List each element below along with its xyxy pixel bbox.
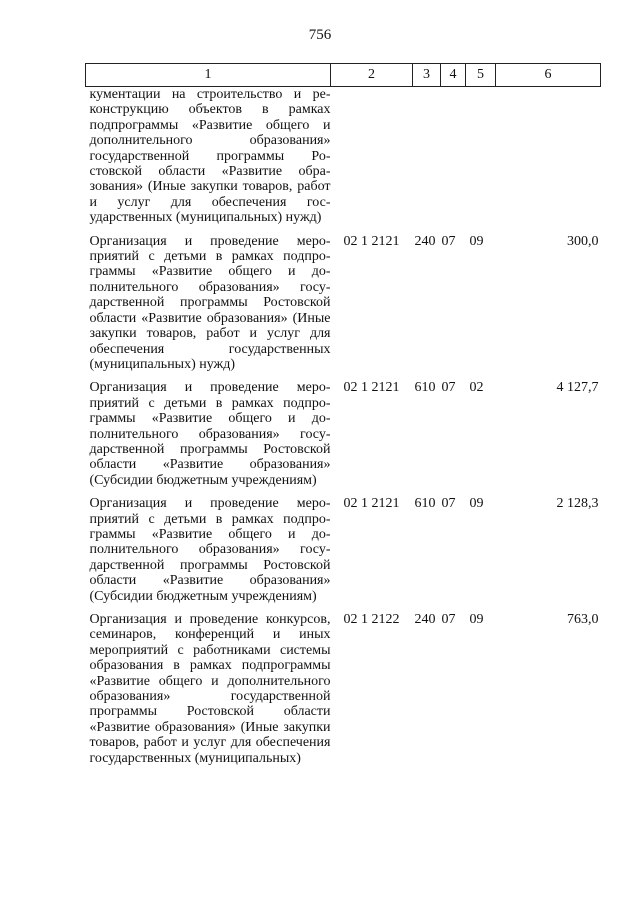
row-expense-type: 240 xyxy=(414,612,436,627)
row-subsection: 09 xyxy=(469,233,484,249)
table-header-row xyxy=(86,64,601,87)
row-section: 07 xyxy=(441,233,456,249)
row-amount: 300,0 xyxy=(567,233,599,249)
row-section: 07 xyxy=(441,380,456,396)
table-row xyxy=(86,612,601,774)
row-subsection: 09 xyxy=(469,612,484,627)
row-target-code: 02 1 2121 xyxy=(343,380,400,396)
table-row xyxy=(86,496,601,612)
table-row xyxy=(86,234,601,381)
row-expense-type: 610 xyxy=(414,496,436,512)
column-header-6: 6 xyxy=(496,64,601,87)
row-subsection: 02 xyxy=(469,380,484,396)
column-header-1: 1 xyxy=(86,64,331,87)
row-amount: 763,0 xyxy=(567,612,599,627)
table-row xyxy=(86,380,601,496)
row-description: Организация и проведение конкурсов, семинаров, конференций и иных мероприятий с работниками системы образования в рамках подпрограммы «Развитие общего и дополнительного образования» государственной программы Ростовской области «Развитие образования» (Иные закупки товаров, работ и услуг для обеспечения государственных (муниципальных) xyxy=(89,612,331,766)
row-target-code: 02 1 2121 xyxy=(343,496,400,512)
column-header-5: 5 xyxy=(466,64,496,87)
budget-table xyxy=(85,63,601,774)
row-description: Организация и проведение мероприятий с детьми в рамках подпрограммы «Развитие общего и дополнительного образования» государственной программы Ростовской области «Развитие образования» (Субсидии бюджетным учреждениям) xyxy=(89,496,331,604)
row-subsection: 09 xyxy=(469,496,484,512)
table-row xyxy=(86,87,601,234)
column-header-2: 2 xyxy=(331,64,413,87)
row-section xyxy=(441,87,466,234)
row-description: Организация и проведение мероприятий с детьми в рамках подпрограммы «Развитие общего и дополнительного образования» государственной программы Ростовской области «Развитие образования» (Субсидии бюджетным учреждениям) xyxy=(89,380,331,488)
row-expense-type: 240 xyxy=(414,233,436,249)
row-description: Организация и проведение мероприятий с детьми в рамках подпрограммы «Развитие общего и дополнительного образования» государственной программы Ростовской области «Развитие образования» (Иные закупки товаров, работ и услуг для обеспечения государственных (муниципальных) нужд) xyxy=(89,233,331,372)
column-header-3: 3 xyxy=(413,64,441,87)
page-number: 756 xyxy=(308,27,332,43)
row-subsection xyxy=(466,87,496,234)
row-target-code xyxy=(331,87,413,234)
row-target-code: 02 1 2122 xyxy=(343,612,400,627)
row-amount: 4 127,7 xyxy=(556,380,599,396)
row-expense-type: 610 xyxy=(414,380,436,396)
row-description: кументации на строительство и реконструкцию объектов в рамках подпрограммы «Развитие общего и дополнительного образования» государственной программы Ростовской области «Развитие образования» (Иные закупки товаров, работ и услуг для обеспечения государственных (муниципальных) нужд) xyxy=(89,87,331,226)
row-section: 07 xyxy=(441,496,456,512)
row-amount: 2 128,3 xyxy=(556,496,599,512)
row-target-code: 02 1 2121 xyxy=(343,233,400,249)
row-expense-type xyxy=(413,87,441,234)
row-amount xyxy=(496,87,601,234)
row-section: 07 xyxy=(441,612,456,627)
column-header-4: 4 xyxy=(441,64,466,87)
